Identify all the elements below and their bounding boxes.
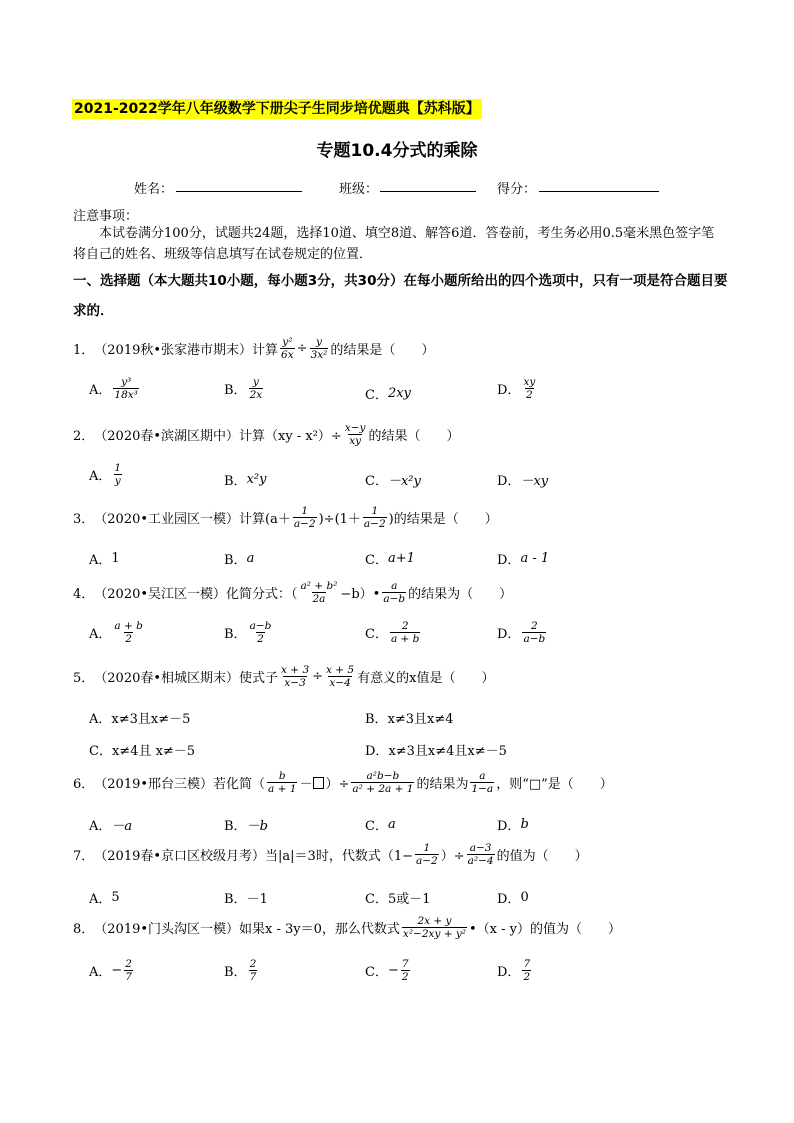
fraction: $\frac{x + 3}{x-3}$	[281, 664, 310, 689]
option-2b[interactable]: B． x²y	[224, 472, 267, 489]
option-6b[interactable]: B． －b	[224, 819, 268, 834]
placeholder-box	[313, 777, 324, 789]
option-5b[interactable]: B． x≠3且x≠4	[365, 712, 454, 727]
question-3: 3． （2020•工业园区一模）计算(a＋ $\frac{1}{a-2}$ )÷(1＋ $\frac{1}{a-2}$ )的结果是（ ）	[73, 505, 498, 530]
option-2a[interactable]: A． $\frac{1}{y}$	[89, 462, 122, 487]
name-field[interactable]	[176, 191, 302, 192]
fraction: $\frac{2x + y}{\text{x²−2xy + y²}}$	[402, 915, 466, 940]
option-1b[interactable]: B． $\frac{y}{2x}$	[224, 376, 263, 401]
option-4b[interactable]: B． $\frac{a-b}{2}$	[224, 620, 272, 645]
fraction: $\frac{\text{a² + b²}}{2a}$	[300, 580, 338, 605]
fraction: $\frac{b}{a + 1}$	[268, 770, 297, 795]
option-2d[interactable]: D． －xy	[497, 474, 549, 489]
fraction: $\frac{a}{a-b}$	[383, 580, 406, 605]
class-field[interactable]	[380, 191, 476, 192]
fraction: $\frac{a}{1-a}$	[471, 770, 494, 795]
notice-text: 本试卷满分100分，试题共24题，选择10道、填空8道、解答6道．答卷前，考生务必用0.5毫米黑色签字笔将自己的姓名、班级等信息填写在试卷规定的位置．	[73, 226, 715, 262]
question-1: 1． （2019秋•张家港市期末）计算 $\frac{\text{y²}}{6x}$ ÷ $\frac{y}{\text{3x²}}$ 的结果是（ ）	[73, 336, 435, 361]
fraction: $\frac{1}{a-2}$	[363, 505, 386, 530]
option-3a[interactable]: A． 1	[89, 551, 120, 568]
option-6c[interactable]: C． a	[365, 817, 396, 834]
option-8d[interactable]: D． $\frac{7}{2}$	[497, 958, 531, 983]
score-label: 得分：	[497, 182, 537, 197]
option-8b[interactable]: B． $\frac{2}{7}$	[224, 958, 257, 983]
option-6a[interactable]: A． －a	[89, 819, 133, 834]
series-banner: 2021-2022学年八年级数学下册尖子生同步培优题典【苏科版】	[74, 101, 480, 117]
section-heading: 一、选择题（本大题共10小题，每小题3分，共30分）在每小题所给出的四个选项中，只有一项是符合题目要求的．	[73, 273, 728, 319]
option-4a[interactable]: A． $\frac{a + b}{2}$	[89, 620, 143, 645]
name-label: 姓名：	[134, 182, 174, 197]
fraction: $\frac{1}{a-2}$	[415, 842, 438, 867]
score-field[interactable]	[539, 191, 659, 192]
option-1c[interactable]: C． 2xy	[365, 386, 411, 403]
option-8c[interactable]: C． − $\frac{7}{2}$	[365, 958, 409, 983]
fraction: $\frac{y}{\text{3x²}}$	[310, 336, 328, 361]
question-5: 5． （2020春•相城区期末）使式子 $\frac{x + 3}{x-3}$ ÷ $\frac{x + 5}{x-4}$ 有意义的x值是（ ）	[73, 664, 495, 689]
fraction: $\frac{1}{a-2}$	[293, 505, 316, 530]
question-7: 7． （2019春•京口区校级月考）当|a|＝3时，代数式（1− $\frac{1}{a-2}$ ）÷ $\frac{a-3}{\text{a²−4}}$ 的值为（ ）	[73, 842, 588, 867]
page-title: 专题10.4分式的乘除	[316, 141, 478, 161]
option-5d[interactable]: D． x≠3且x≠4且x≠－5	[365, 744, 507, 759]
notice-heading: 注意事项：	[73, 209, 139, 224]
question-8: 8． （2019•门头沟区一模）如果x - 3y＝0，那么代数式 $\frac{2x + y}{\text{x²−2xy + y²}}$ •（x - y）的值为（ ）	[73, 915, 622, 940]
option-5c[interactable]: C． x≠4且 x≠－5	[89, 744, 196, 759]
option-7c[interactable]: C． 5或－1	[365, 892, 431, 907]
question-2: 2． （2020春•滨湖区期中）计算（xy - x²）÷ $\frac{x-y}{xy}$ 的结果（ ）	[73, 422, 460, 447]
question-4: 4． （2020•吴江区一模）化简分式：（ $\frac{\text{a² + b²}}{2a}$ −b）• $\frac{a}{a-b}$ 的结果为（ ）	[73, 580, 513, 605]
fraction: $\frac{\text{a²b−b}}{\text{a² + 2a + 1}}$	[352, 770, 414, 795]
class-label: 班级：	[339, 182, 379, 197]
option-8a[interactable]: A． − $\frac{2}{7}$	[89, 958, 132, 983]
option-4c[interactable]: C． $\frac{2}{a + b}$	[365, 620, 420, 645]
option-7a[interactable]: A． 5	[89, 890, 120, 907]
option-7d[interactable]: D． 0	[497, 890, 529, 907]
option-6d[interactable]: D． b	[497, 817, 529, 834]
fraction: $\frac{\text{y²}}{6x}$	[281, 336, 294, 361]
fraction: $\frac{x + 5}{x-4}$	[326, 664, 355, 689]
fraction: $\frac{a-3}{\text{a²−4}}$	[467, 842, 494, 867]
option-7b[interactable]: B． －1	[224, 892, 268, 907]
fraction: $\frac{x-y}{xy}$	[344, 422, 366, 447]
option-3c[interactable]: C． a+1	[365, 551, 415, 568]
option-3b[interactable]: B． a	[224, 551, 255, 568]
option-2c[interactable]: C． －x²y	[365, 474, 421, 489]
option-1d[interactable]: D． $\frac{xy}{2}$	[497, 376, 536, 401]
question-6: 6． （2019•邢台三模）若化简（ $\frac{b}{a + 1}$ － ）÷ $\frac{\text{a²b−b}}{\text{a² + 2a + 1}}$ 的结果为 $\frac{a}{1-a}$ ，则“□”是（ ）	[73, 770, 613, 795]
option-4d[interactable]: D． $\frac{2}{a-b}$	[497, 620, 546, 645]
option-1a[interactable]: A． $\frac{\text{y³}}{\text{18x³}}$	[89, 376, 138, 401]
option-5a[interactable]: A． x≠3且x≠－5	[89, 712, 191, 727]
option-3d[interactable]: D． a - 1	[497, 551, 550, 568]
